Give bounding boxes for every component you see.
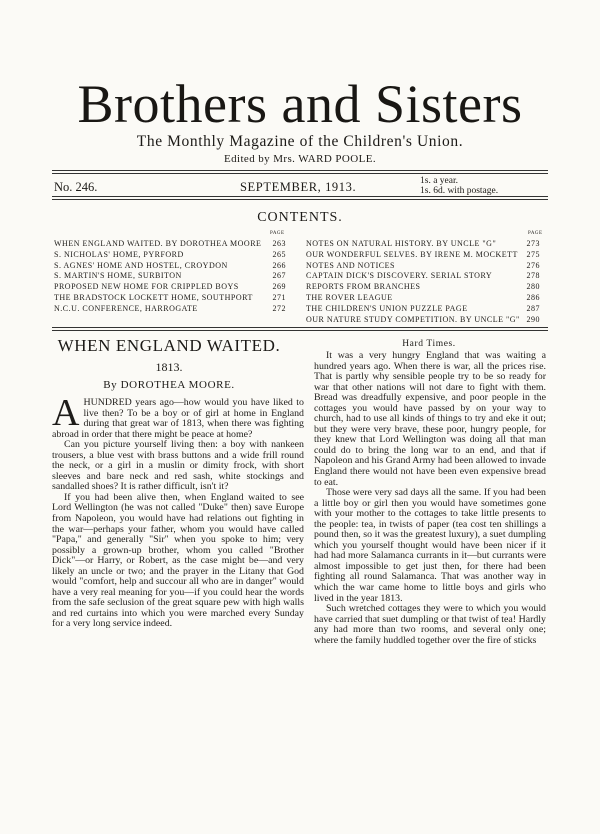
divider-rule (52, 170, 548, 171)
divider-rule (52, 199, 548, 200)
contents-item: S. MARTIN'S HOME, SURBITON 267 (54, 271, 286, 281)
masthead-subtitle: The Monthly Magazine of the Children's Union. (136, 133, 464, 150)
divider-rule (52, 330, 548, 331)
contents-item: S. NICHOLAS' HOME, PYRFORD 265 (54, 249, 286, 259)
contents-page-number: 266 (272, 260, 286, 270)
contents-page-number: 286 (526, 292, 540, 302)
contents-item: PROPOSED NEW HOME FOR CRIPPLED BOYS 269 (54, 282, 286, 292)
article-paragraph: Such wretched cottages they were to which you would have carried that suet dumpling or that twist of tea! Hardly any had more than two rooms, and several only one; where the family huddled together over the fire of sticks (314, 603, 546, 646)
divider-rule (52, 173, 548, 174)
editor-line: Edited by Mrs. WARD POOLE. (224, 153, 376, 165)
issue-number: No. 246. (54, 180, 98, 194)
contents-page-number: 280 (526, 282, 540, 292)
price-line: 1s. a year. (420, 176, 458, 186)
contents-item: THE ROVER LEAGUE 286 (306, 292, 540, 302)
contents-list-right (306, 239, 542, 325)
contents-item: OUR WONDERFUL SELVES. BY IRENE M. MOCKETT 275 (306, 249, 540, 259)
issue-price (420, 176, 498, 196)
contents-page-number: 269 (272, 282, 286, 292)
article-year: 1813. (155, 360, 183, 374)
divider-rule (52, 196, 548, 197)
article-paragraph: If you had been alive then, when England waited to see Lord Wellington (he was not called "Duke" then) save Europe from Napoleon, you would have had relations out fighting in the war—perhaps your father, whom you would have called "Papa," and generally "Sir" when you spoke to him; very possibly a grown-up brother, whom you called "Brother Dick"—or Harry, or Robert, as the case might be—and very likely an uncle or two; and the prayer in the Litany that God would "comfort, help and succour all who are in danger" would have a very real meaning for you—if you could hear the words from the safe seclusion of the great square pew with high walls and red curtains into which you were marched every Sunday for a very long service indeed. (52, 491, 304, 630)
contents-page-number: 275 (526, 249, 540, 259)
section-heading: Hard Times. (402, 339, 456, 349)
contents-page-number: 271 (272, 292, 286, 302)
article-column-right (314, 351, 546, 646)
contents-page-number: 276 (526, 260, 540, 270)
article-paragraph: Can you picture yourself living then: a boy with nankeen trousers, a blue vest with brass buttons and a wide frill round the neck, or a girl in a muslin or dimity frock, with short sleeves and bare neck and red sash, white stockings and sandalled shoes? It is rather difficult, isn't it? (52, 439, 304, 493)
article-column-left (52, 392, 304, 630)
contents-item: OUR NATURE STUDY COMPETITION. BY UNCLE "G" 290 (306, 314, 540, 324)
price-line: 1s. 6d. with postage. (420, 186, 499, 196)
contents-page-number: 265 (272, 249, 286, 259)
article-paragraph: AHUNDRED years ago—how would you have liked to live then? To be a boy or of girl at home in England during that great war of 1813, when there was fighting abroad in order that there might be peace at home? (52, 392, 304, 440)
contents-item: N.C.U. CONFERENCE, HARROGATE 272 (54, 303, 286, 313)
page-column-header: PAGE (528, 231, 543, 236)
contents-item: CAPTAIN DICK'S DISCOVERY. SERIAL STORY 278 (306, 271, 540, 281)
divider-rule (52, 327, 548, 328)
article-paragraph: Those were very sad days all the same. If you had been a little boy or girl then you would have sometimes gone with your mother to the cottages to take little presents to the people: tea, in twists of paper (tea cost ten shillings a pound then, so it was the greatest luxury), a suet dumpling which you yourself thought would have been nicer if it had had more Salamanca currants in it—but currants were almost impossible to get just then, for there had been fighting all round Salamanca. That was another way in which the war came home to little boys and girls who lived in the year 1813. (314, 487, 546, 604)
article-paragraph: It was a very hungry England that was waiting a hundred years ago. When there is war, all the prices rise. That is partly why sensible people try to be so ready for war that other nations will not dare to fight with them. Bread was dreadfully expensive, and poor people in the cottages you would have passed by on your way to church, had to use all kinds of things to try and eke it out; but they were very brave, these poor, hungry people, for they knew that Lord Wellington was doing all that man could do to bring the long war to an end, and that if Napoleon and his Grand Army had been allowed to invade England there would not have been even expensive bread to eat. (314, 350, 546, 488)
contents-page-number: 290 (526, 314, 540, 324)
contents-item: THE BRADSTOCK LOCKETT HOME, SOUTHPORT 271 (54, 292, 286, 302)
contents-page-number: 287 (526, 303, 540, 313)
contents-page-number: 278 (526, 271, 540, 281)
article-byline: By DOROTHEA MOORE. (103, 379, 235, 391)
contents-item: S. AGNES' HOME AND HOSTEL, CROYDON 266 (54, 260, 286, 270)
drop-cap: A (52, 392, 80, 434)
masthead-title: Brothers and Sisters (77, 74, 523, 134)
contents-page-number: 273 (526, 239, 540, 248)
contents-page-number: 263 (272, 239, 286, 248)
article-headline: WHEN ENGLAND WAITED. (57, 336, 281, 355)
contents-item: THE CHILDREN'S UNION PUZZLE PAGE 287 (306, 303, 540, 313)
contents-page-number: 272 (272, 303, 286, 313)
contents-list-left (54, 239, 288, 315)
contents-item: WHEN ENGLAND WAITED. BY DOROTHEA MOORE 263 (54, 239, 286, 248)
contents-item: NOTES ON NATURAL HISTORY. BY UNCLE "G" 273 (306, 239, 540, 248)
issue-date: SEPTEMBER, 1913. (240, 180, 357, 194)
contents-item: NOTES AND NOTICES 276 (306, 260, 540, 270)
contents-title: CONTENTS. (257, 210, 343, 225)
contents-item: REPORTS FROM BRANCHES 280 (306, 282, 540, 292)
page-column-header: PAGE (270, 231, 285, 236)
contents-page-number: 267 (272, 271, 286, 281)
